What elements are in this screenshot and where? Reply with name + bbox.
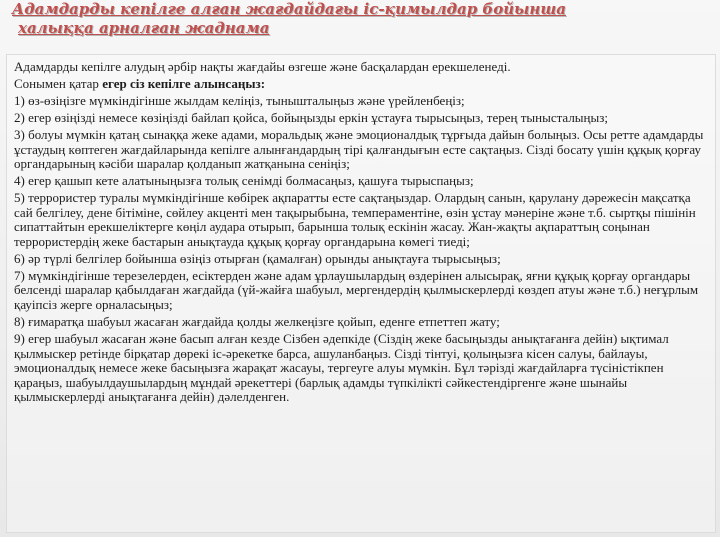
list-item-5: 5) террористер туралы мүмкіндігінше көбірек ақпаратты есте сақтаңыздар. Олардың санын, қарулану дәрежесін мақсатқа сай белгілеу, дене бітіміне, сөйлеу акценті мен тақырыбына, темпераментіне, өзін ұстау мәнеріне және т.б. сыртқы пішінін сипаттайтын ерекшеліктерге көңіл аудара отырып, барынша толық ескінін жасау. Жан-жақты ақпараттың соңынан террористердің жеке бастарын анықтауда құқық қорғау органдарына көмегі тиеді;: [14, 190, 696, 249]
title-line-1: Адамдарды кепілге алған жағдайдағы іс-қимылдар бойынша: [12, 0, 566, 18]
list-item-2: 2) егер өзіңізді немесе көзіңізді байлап қойса, бойыңызды еркін ұстауға тырысыңыз, терең тынысталыңыз;: [14, 109, 608, 125]
list-item-4: 4) егер қашып кете алатыныңызға толық сенімді болмасаңыз, қашуға тырыспаңыз;: [14, 173, 474, 189]
list-item-7: 7) мүмкіндігінше терезелерден, есіктерден және адам ұрлаушылардың өздерінен алысырақ, яғни құқық қорғау органдары белсенді шаралар қабылдаған жағдайда (үй-жайға шабуыл, мергендердің қылмыскерлерді көздеп атуы және т.б.) неғұрлым қауіпсіз жерге орналасыңыз;: [14, 267, 699, 313]
list-item-8: 8) ғимаратқа шабуыл жасаған жағдайда қолды желкеңізге қойып, еденге етпеттеп жату;: [14, 314, 500, 330]
list-item-6: 6) әр түрлі белгілер бойынша өзіңіз отырған (қамалған) орынды анықтауға тырысыңыз;: [14, 250, 501, 266]
lead-bold: егер сіз кепілге алынсаңыз:: [102, 75, 266, 91]
intro-paragraph: Адамдарды кепілге алудың әрбір нақты жағдайы өзгеше және басқалардан ерекшеленеді.: [14, 59, 511, 74]
slide-title: [12, 0, 712, 38]
lead-paragraph: [14, 77, 708, 92]
lead-prefix: Сонымен қатар: [14, 75, 103, 91]
list-item-1: 1) өз-өзіңізге мүмкіндігінше жылдам келіңіз, тынышталыңыз және үрейленбеңіз;: [14, 92, 465, 108]
list-item-3: 3) болуы мүмкін қатаң сынаққа жеке адами, моральдық және эмоционалдық тұрғыда дайын болыңыз. Осы ретте адамдарды ұстаудың көптеген жағдайларында кепілге алынғандардың тірі қалғандығын есте сақтаңыз. Сізді босату үшін құқық қорғау органдарының кәсіби шаралар қолданып жатқанына сеніңіз;: [14, 126, 704, 172]
title-line-2: халыққа арналған жаднама: [18, 19, 270, 37]
list-item-9: 9) егер шабуыл жасаған және басып алған кезде Сізбен әдепкіде (Сіздің жеке басыңызды анықтағанға дейін) ықтимал қылмыскер ретінде бірқатар дөрекі іс-әрекетке барса, ашуланбаңыз. Сізді тінтуі, қолыңызға кісен салуы, байлауы, эмоционалдық немесе жеке басыңызға жарақат жасауы, тергеуге алуы мүмкін. Бұл тәрізді жағдайларға түсіністікпен қараңыз, шабуылдаушылардың мұндай әрекеттері (барлық адамды түпкілікті сәйкестендіргенге және шынайы қылмыскерлерді анықтағанға дейін) дәлелденген.: [14, 331, 669, 405]
memo-body: [14, 60, 708, 407]
